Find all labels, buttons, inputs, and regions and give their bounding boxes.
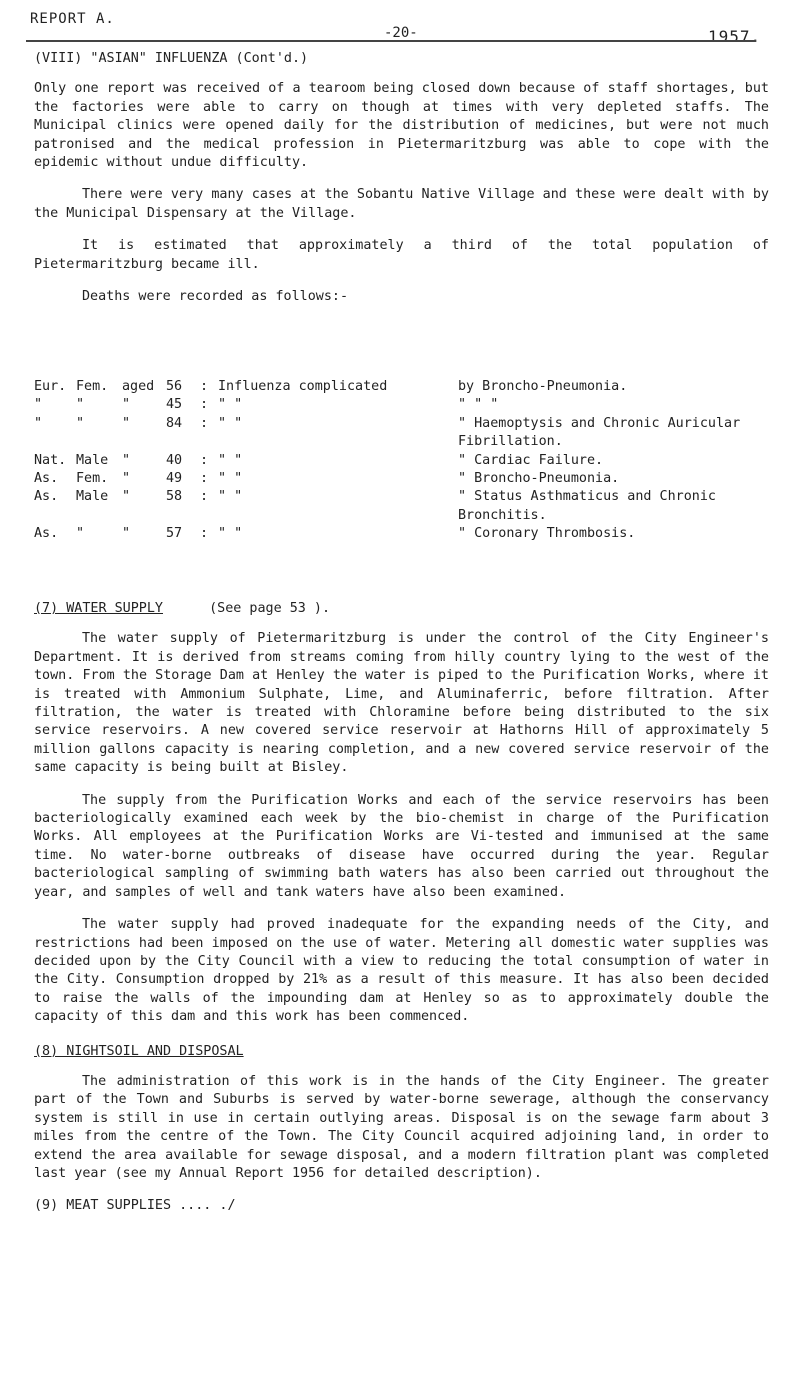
deaths-age-value: 56 [166, 379, 183, 394]
deaths-cause: " " [218, 397, 243, 413]
deaths-row [34, 415, 774, 452]
deaths-age-value: 40 [166, 452, 183, 468]
deaths-cause: " " [218, 452, 243, 468]
deaths-sex: Male [76, 452, 109, 468]
influenza-paragraph-1: Only one report was received of a tearoom being closed down because of staff shortages, but the factories were able to carry on though at times with very depleted staffs. The Municipal clinics were opened daily for the distribution of medicines, but were not much patronised and the medical profession in Pietermaritzburg was able to cope with the epidemic without undue difficulty. [34, 81, 769, 171]
deaths-colon: : [200, 452, 209, 468]
deaths-complication: by Broncho-Pneumonia. [458, 379, 628, 394]
section-heading: (VIII) "ASIAN" INFLUENZA (Cont'd.) [34, 51, 309, 66]
deaths-sex: " [76, 415, 85, 431]
deaths-age-value: 84 [166, 415, 183, 431]
deaths-colon: : [200, 415, 209, 431]
deaths-row [34, 396, 774, 414]
nightsoil-heading: (8) NIGHTSOIL AND DISPOSAL [34, 1043, 244, 1059]
deaths-aged: " [122, 489, 131, 505]
deaths-race: " [34, 397, 43, 413]
deaths-colon: : [200, 489, 209, 505]
water-heading: (7) WATER SUPPLY [34, 601, 163, 616]
deaths-complication: " Broncho-Pneumonia. [458, 470, 620, 486]
water-page-note: (See page 53 ). [209, 601, 331, 616]
water-paragraph-3: The water supply had proved inadequate for the expanding needs of the City, and restrictions had been imposed on the use of water. Metering all domestic water supplies was decided upon by the City Council with a view to reducing the total consumption of water in the City. Consumption dropped by 21% as a result of this measure. It has also been decided to raise the walls of the impounding dam at Henley so as to approximately double the capacity of this dam and this work has been commenced. [34, 917, 769, 1025]
water-heading-line [34, 600, 769, 618]
next-section-pointer: (9) MEAT SUPPLIES .... ./ [34, 1198, 236, 1214]
nightsoil-paragraph: The administration of this work is in the hands of the City Engineer. The greater part of the Town and Suburbs is served by water-borne sewerage, although the conservancy system is still in use in certain outlying areas. Disposal is on the sewage farm about 3 miles from the centre of the Town. The City Council acquired adjoining land, in order to extend the area available for sewage disposal, and a modern filtration plant was completed last year (see my Annual Report 1956 for detailed description). [34, 1073, 769, 1181]
deaths-complication: " Status Asthmaticus and Chronic Bronchitis. [458, 489, 716, 523]
water-paragraph-1: The water supply of Pietermaritzburg is under the control of the City Engineer's Department. It is derived from streams coming from hilly country lying to the west of the town. From the Storage Dam at Henley the water is piped to the Purification Works, where it is treated with Ammonium Sulphate, Lime, and Aluminaferric, before filtration. After filtration, the water is treated with Chloramine before being distributed to the six service reservoirs. A new covered service reservoir at Hathorns Hill of approximately 5 million gallons capacity is nearing completion, and a new covered service reservoir of the same capacity is being built at Bisley. [34, 631, 769, 776]
deaths-age-value: 49 [166, 470, 183, 486]
deaths-aged: aged [122, 379, 155, 394]
influenza-paragraph-2: There were very many cases at the Sobantu Native Village and these were dealt with by the Municipal Dispensary at the Village. [34, 187, 769, 221]
deaths-aged: " [122, 470, 131, 486]
deaths-cause: Influenza complicated [218, 379, 388, 394]
deaths-race: As. [34, 526, 59, 542]
deaths-row [34, 378, 774, 396]
deaths-colon: : [200, 379, 209, 394]
deaths-complication: " Haemoptysis and Chronic Auricular Fibrillation. [458, 415, 741, 450]
deaths-row [34, 470, 774, 488]
deaths-sex: Male [76, 489, 109, 505]
deaths-age-value: 58 [166, 489, 183, 505]
deaths-colon: : [200, 397, 209, 413]
influenza-section [34, 50, 769, 306]
deaths-aged: " [122, 415, 131, 431]
deaths-complication: " Cardiac Failure. [458, 452, 604, 468]
deaths-row [34, 525, 774, 543]
report-year: 1957. [708, 27, 762, 46]
deaths-race: As. [34, 489, 59, 505]
deaths-race: Nat. [34, 452, 67, 468]
deaths-colon: : [200, 470, 209, 486]
deaths-cause: " " [218, 526, 243, 542]
deaths-intro: Deaths were recorded as follows:- [82, 289, 349, 305]
header-rule [26, 40, 756, 42]
deaths-complication: " " " [458, 397, 499, 413]
deaths-cause: " " [218, 489, 243, 505]
water-paragraph-2: The supply from the Purification Works and each of the service reservoirs has been bacteriologically examined each week by the bio-chemist in charge of the Purification Works. All employees at the Purification Works are Vi-tested and immunised at the same time. No water-borne outbreaks of disease have occurred during the year. Regular bacteriological sampling of swimming bath waters has also been carried out throughout the year, and samples of well and tank waters have also been examined. [34, 792, 769, 900]
deaths-age-value: 57 [166, 526, 183, 542]
deaths-table [34, 378, 774, 544]
report-label: REPORT A. [30, 11, 115, 27]
deaths-complication: " Coronary Thrombosis. [458, 526, 636, 542]
deaths-cause: " " [218, 415, 243, 431]
deaths-age-value: 45 [166, 397, 183, 413]
deaths-aged: " [122, 452, 131, 468]
deaths-aged: " [122, 397, 131, 413]
deaths-race: " [34, 415, 43, 431]
deaths-sex: Fem. [76, 470, 109, 486]
page-number: -20- [384, 25, 418, 41]
deaths-sex: Fem. [76, 379, 109, 394]
deaths-aged: " [122, 526, 131, 542]
deaths-race: As. [34, 470, 59, 486]
influenza-paragraph-3: It is estimated that approximately a third of the total population of Pietermaritzburg became ill. [34, 238, 769, 272]
deaths-row [34, 488, 774, 525]
deaths-sex: " [76, 397, 85, 413]
deaths-sex: " [76, 526, 85, 542]
deaths-race: Eur. [34, 379, 67, 394]
water-supply-section [34, 600, 769, 1216]
deaths-colon: : [200, 526, 209, 542]
deaths-row [34, 452, 774, 470]
deaths-cause: " " [218, 470, 243, 486]
